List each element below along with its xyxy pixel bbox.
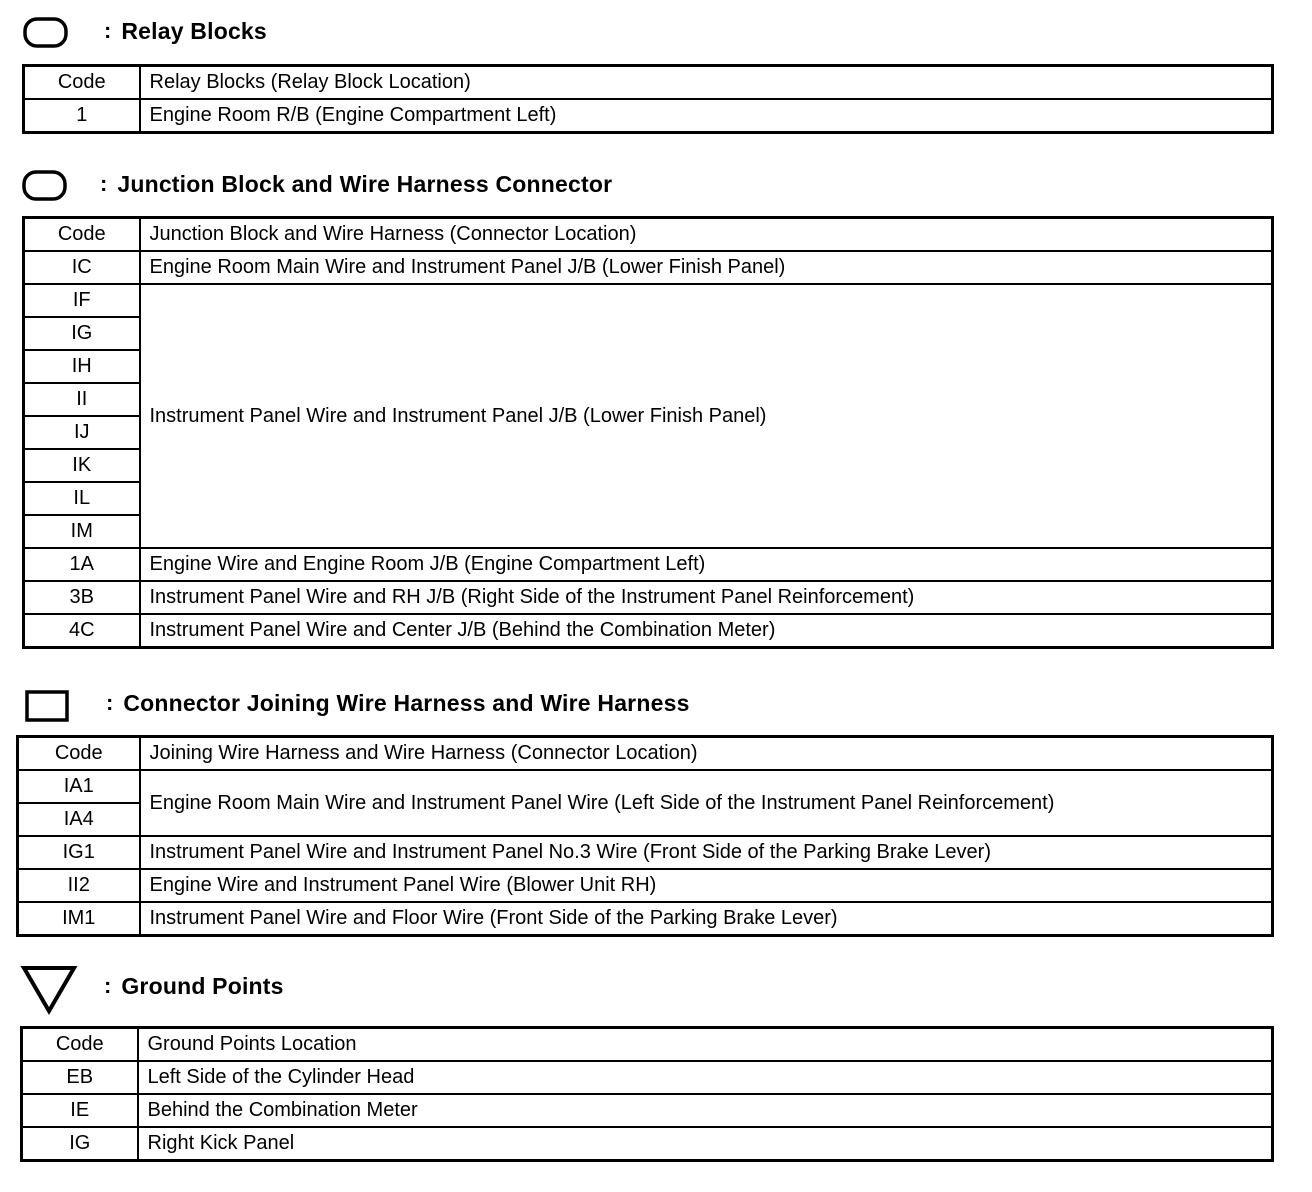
- header-desc: Joining Wire Harness and Wire Harness (Connector Location): [140, 737, 1273, 771]
- row-code: IK: [24, 449, 140, 482]
- table-row: [24, 614, 1273, 648]
- rounded-rectangle-icon: [22, 16, 70, 50]
- row-code: IJ: [24, 416, 140, 449]
- row-desc: Behind the Combination Meter: [138, 1094, 1273, 1127]
- rounded-rectangle-icon: [21, 169, 69, 203]
- triangle-down-icon: [20, 964, 78, 1016]
- table-row: [18, 836, 1273, 869]
- row-code: IF: [24, 284, 140, 317]
- row-code: IM: [24, 515, 140, 548]
- section-heading-connector-joining: : Connector Joining Wire Harness and Wire Harness: [106, 689, 690, 716]
- connector-joining-table: [16, 735, 1274, 937]
- header-code: Code: [24, 218, 140, 252]
- row-code: IC: [24, 251, 140, 284]
- table-header-row: [18, 737, 1273, 771]
- table-row: [24, 548, 1273, 581]
- table-header-row: [24, 218, 1273, 252]
- section-title: Connector Joining Wire Harness and Wire Harness: [123, 689, 690, 716]
- row-code: 1A: [24, 548, 140, 581]
- row-code: 1: [24, 99, 140, 133]
- header-desc: Ground Points Location: [138, 1028, 1273, 1062]
- row-code: II: [24, 383, 140, 416]
- row-desc: Engine Room Main Wire and Instrument Panel J/B (Lower Finish Panel): [140, 251, 1273, 284]
- row-desc: Instrument Panel Wire and Instrument Panel J/B (Lower Finish Panel): [140, 284, 1273, 548]
- rectangle-icon: [24, 689, 72, 725]
- row-desc: Instrument Panel Wire and RH J/B (Right Side of the Instrument Panel Reinforcement): [140, 581, 1273, 614]
- row-code: IA1: [18, 770, 140, 803]
- table-row: [22, 1127, 1273, 1161]
- section-heading-junction-block: : Junction Block and Wire Harness Connector: [100, 170, 613, 197]
- header-code: Code: [18, 737, 140, 771]
- row-desc: Engine Wire and Instrument Panel Wire (Blower Unit RH): [140, 869, 1273, 902]
- table-row: [24, 581, 1273, 614]
- row-code: IA4: [18, 803, 140, 836]
- section-heading-ground-points: : Ground Points: [104, 972, 284, 999]
- table-row: [18, 902, 1273, 936]
- table-header-row: [24, 66, 1273, 100]
- row-code: II2: [18, 869, 140, 902]
- header-code: Code: [22, 1028, 138, 1062]
- row-desc: Instrument Panel Wire and Center J/B (Behind the Combination Meter): [140, 614, 1273, 648]
- section-title: Ground Points: [121, 972, 284, 999]
- row-code: 3B: [24, 581, 140, 614]
- row-code: IM1: [18, 902, 140, 936]
- header-desc: Relay Blocks (Relay Block Location): [140, 66, 1273, 100]
- row-desc: Left Side of the Cylinder Head: [138, 1061, 1273, 1094]
- row-desc: Engine Room R/B (Engine Compartment Left): [140, 99, 1273, 133]
- row-desc: Right Kick Panel: [138, 1127, 1273, 1161]
- row-code: IE: [22, 1094, 138, 1127]
- row-desc: Engine Wire and Engine Room J/B (Engine Compartment Left): [140, 548, 1273, 581]
- row-code: EB: [22, 1061, 138, 1094]
- section-title: Relay Blocks: [121, 17, 267, 44]
- section-title: Junction Block and Wire Harness Connector: [117, 170, 613, 197]
- table-row: [24, 251, 1273, 284]
- row-code: 4C: [24, 614, 140, 648]
- table-row: [18, 770, 1273, 803]
- table-header-row: [22, 1028, 1273, 1062]
- row-code: IL: [24, 482, 140, 515]
- table-row: [22, 1094, 1273, 1127]
- table-row: [22, 1061, 1273, 1094]
- header-code: Code: [24, 66, 140, 100]
- junction-block-table: [22, 216, 1274, 649]
- section-heading-relay-blocks: : Relay Blocks: [104, 17, 267, 44]
- row-code: IH: [24, 350, 140, 383]
- relay-blocks-table: [22, 64, 1274, 134]
- row-code: IG: [22, 1127, 138, 1161]
- table-row: [24, 99, 1273, 133]
- table-row: [24, 284, 1273, 317]
- ground-points-table: [20, 1026, 1274, 1162]
- row-desc: Instrument Panel Wire and Floor Wire (Front Side of the Parking Brake Lever): [140, 902, 1273, 936]
- row-code: IG: [24, 317, 140, 350]
- row-code: IG1: [18, 836, 140, 869]
- table-row: [18, 869, 1273, 902]
- row-desc: Instrument Panel Wire and Instrument Panel No.3 Wire (Front Side of the Parking Brake Lever): [140, 836, 1273, 869]
- header-desc: Junction Block and Wire Harness (Connector Location): [140, 218, 1273, 252]
- row-desc: Engine Room Main Wire and Instrument Panel Wire (Left Side of the Instrument Panel Reinforcement): [140, 770, 1273, 836]
